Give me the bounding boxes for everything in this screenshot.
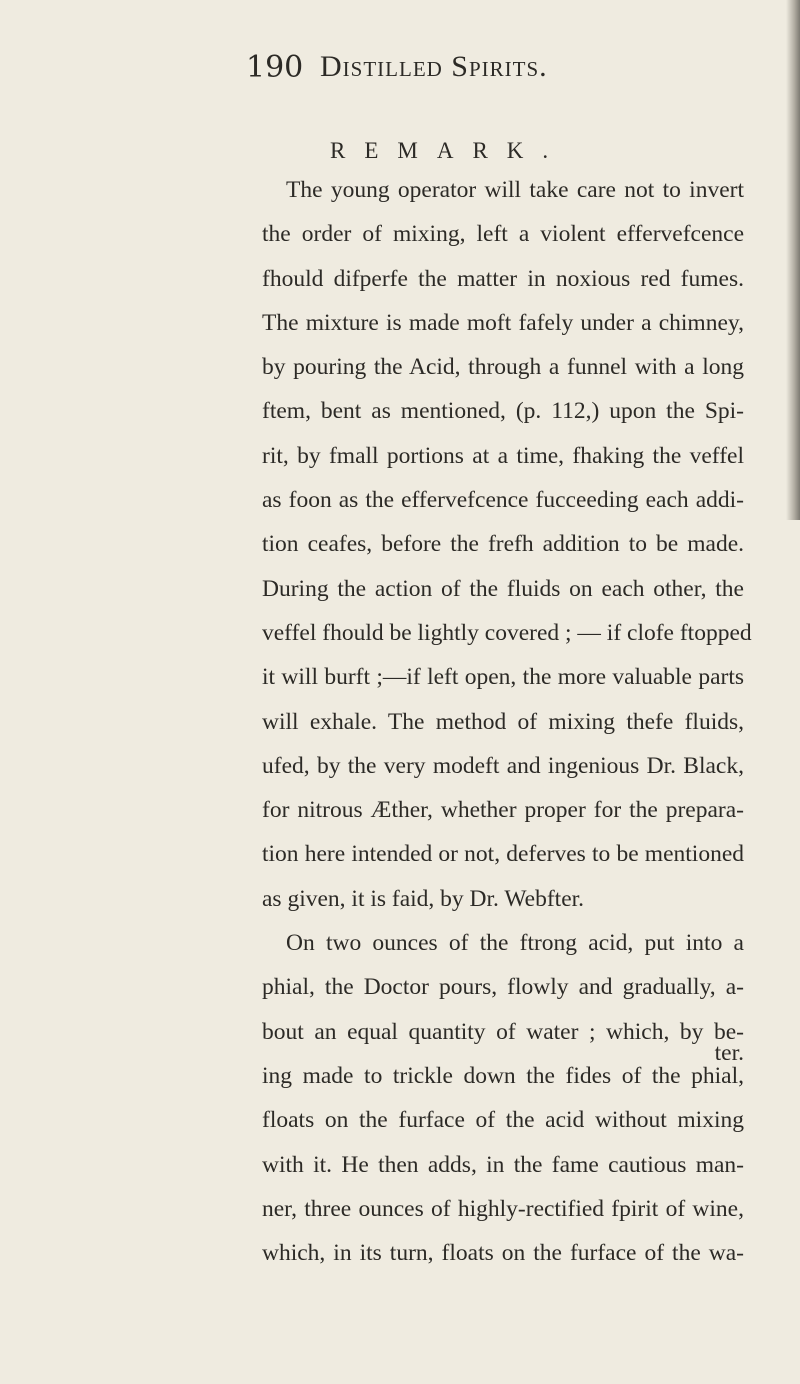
text-line: it will burft ;—if left open, the more valuable parts <box>262 664 744 691</box>
text-line: ner, three ounces of highly-rectified fpirit of wine, <box>262 1195 744 1222</box>
text-line: tion ceafes, before the frefh addition to be made. <box>262 531 744 558</box>
page-header <box>0 50 800 100</box>
body-text <box>262 168 752 1275</box>
text-line: On two ounces of the ftrong acid, put into a <box>286 930 744 957</box>
text-line: ing made to trickle down the fides of the phial, <box>262 1062 744 1089</box>
text-line: will exhale. The method of mixing thefe fluids, <box>262 708 744 735</box>
text-line: During the action of the fluids on each other, the <box>262 575 744 602</box>
text-line: ufed, by the very modeft and ingenious Dr. Black, <box>262 752 744 779</box>
text-line: the order of mixing, left a violent effervefcence <box>262 221 744 248</box>
catchword: ter. <box>714 1040 744 1066</box>
text-line: The mixture is made moft fafely under a chimney, <box>262 309 744 336</box>
text-line: phial, the Doctor pours, flowly and gradually, a- <box>262 974 744 1001</box>
running-title: Distilled Spirits. <box>320 50 548 83</box>
text-line: as foon as the effervefcence fucceeding each addi- <box>262 487 744 514</box>
text-line: which, in its turn, floats on the furface of the wa- <box>262 1240 744 1267</box>
text-line: veffel fhould be lightly covered ; — if clofe ftopped <box>262 619 752 646</box>
text-line: for nitrous Æther, whether proper for the prepara- <box>262 797 744 824</box>
page-number: 190 <box>246 50 304 85</box>
text-line: The young operator will take care not to invert <box>286 177 744 203</box>
text-line: with it. He then adds, in the fame cautious man- <box>262 1151 744 1178</box>
paragraph-2 <box>262 921 744 1275</box>
text-line: rit, by fmall portions at a time, fhaking the veffel <box>262 442 744 469</box>
paragraph-1 <box>262 168 752 921</box>
text-line: as given, it is faid, by Dr. Webfter. <box>262 885 585 912</box>
text-line: tion here intended or not, deferves to be mentioned <box>262 841 744 868</box>
text-line: bout an equal quantity of water ; which, by be- <box>262 1018 744 1045</box>
text-line: by pouring the Acid, through a funnel with a long <box>262 354 744 381</box>
text-line: ftem, bent as mentioned, (p. 112,) upon the Spi- <box>262 398 744 425</box>
section-heading: REMARK. <box>330 138 568 163</box>
text-line: floats on the furface of the acid without mixing <box>262 1107 744 1134</box>
text-line: fhould difperfe the matter in noxious red fumes. <box>262 265 744 292</box>
